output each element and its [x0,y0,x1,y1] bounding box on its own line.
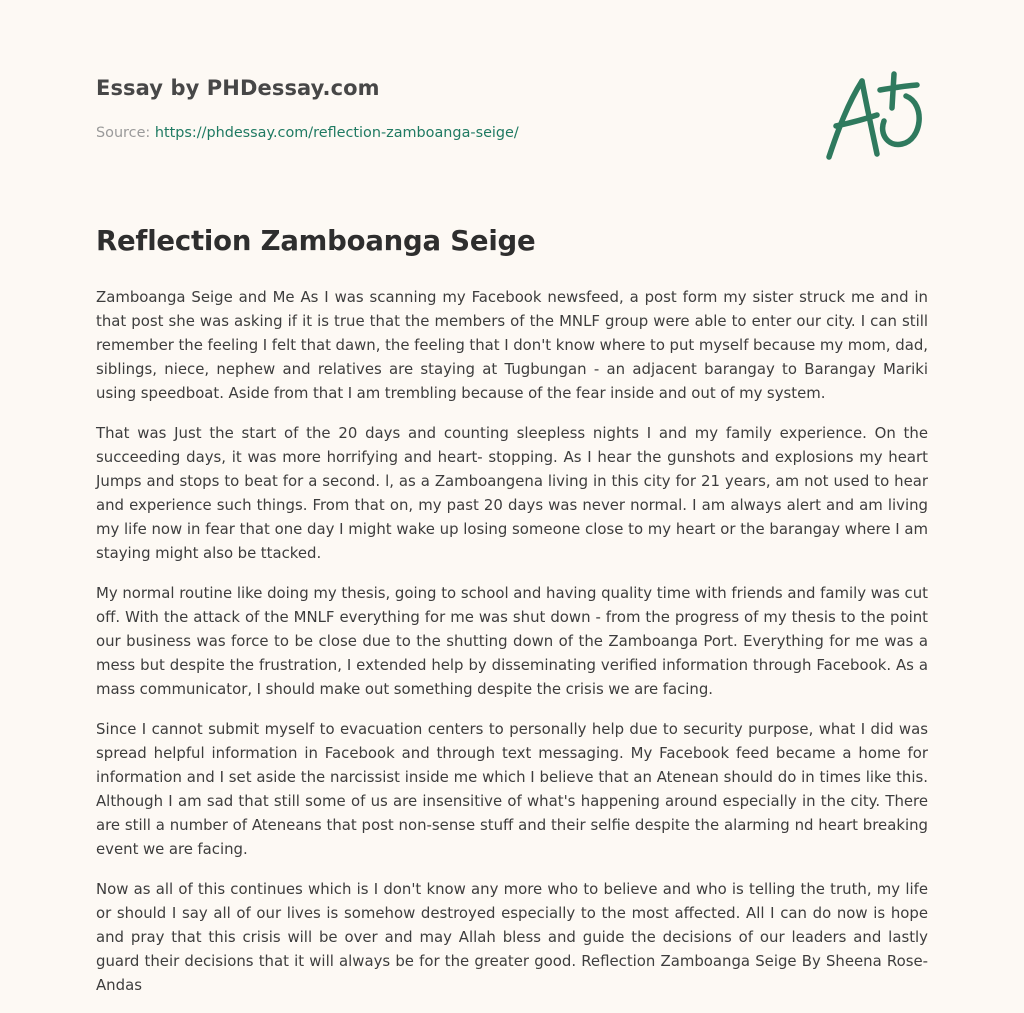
source-line [96,125,796,141]
essay-paragraph: Zamboanga Seige and Me As I was scanning my Facebook newsfeed, a post form my sister struck me and in that post she was asking if it is true that the members of the MNLF group were able to enter our city. I can still remember the feeling I felt that dawn, the feeling that I don't know where to put myself because my mom, dad, siblings, niece, nephew and relatives are staying at Tugbungan - an adjacent barangay to Barangay Mariki using speedboat. Aside from that I am trembling because of the fear inside and out of my system. [96,288,928,402]
essay-paragraph: My normal routine like doing my thesis, going to school and having quality time with friends and family was cut off. With the attack of the MNLF everything for me was shut down - from the progress of my thesis to the point our business was force to be close due to the shutting down of the Zamboanga Port. Everything for me was a mess but despite the frustration, I extended help by disseminating verified information through Facebook. As a mass communicator, I should make out something despite the crisis we are facing. [96,584,928,698]
source-link[interactable]: https://phdessay.com/reflection-zamboanga-seige/ [154,125,519,141]
essay-paragraph: Since I cannot submit myself to evacuation centers to personally help due to security purpose, what I did was spread helpful information in Facebook and through text messaging. My Facebook feed became a home for information and I set aside the narcissist inside me which I believe that an Atenean should do in times like this. Although I am sad that still some of us are insensitive of what's happening around especially in the city. There are still a number of Ateneans that post non-sense stuff and their selfie despite the alarming nd heart breaking event we are facing. [96,720,928,858]
brand-title: Essay by PHDessay.com [96,76,380,100]
essay-paragraph: That was Just the start of the 20 days and counting sleepless nights I and my family experience. On the succeeding days, it was more horrifying and heart- stopping. As I hear the gunshots and explosions my heart Jumps and stops to beat for a second. l, as a Zamboangena living in this city for 21 years, am not used to hear and experience such things. From that on, my past 20 days was never normal. I am always alert and am living my life now in fear that one day I might wake up losing someone close to my heart or the barangay where I am staying might also be ttacked. [96,424,928,562]
source-label: Source: [96,125,151,141]
a-plus-icon [822,68,928,164]
essay-title: Reflection Zamboanga Seige [96,225,536,257]
page-header [96,76,796,141]
essay-paragraph: Now as all of this continues which is I don't know any more who to believe and who is telling the truth, my life or should I say all of our lives is somehow destroyed especially to the most affected. All I can do now is hope and pray that this crisis will be over and may Allah bless and guide the decisions of our leaders and lastly guard their decisions that it will always be for the greater good. Reflection Zamboanga Seige By Sheena Rose-Andas [96,880,928,994]
essay-body [96,285,928,1013]
